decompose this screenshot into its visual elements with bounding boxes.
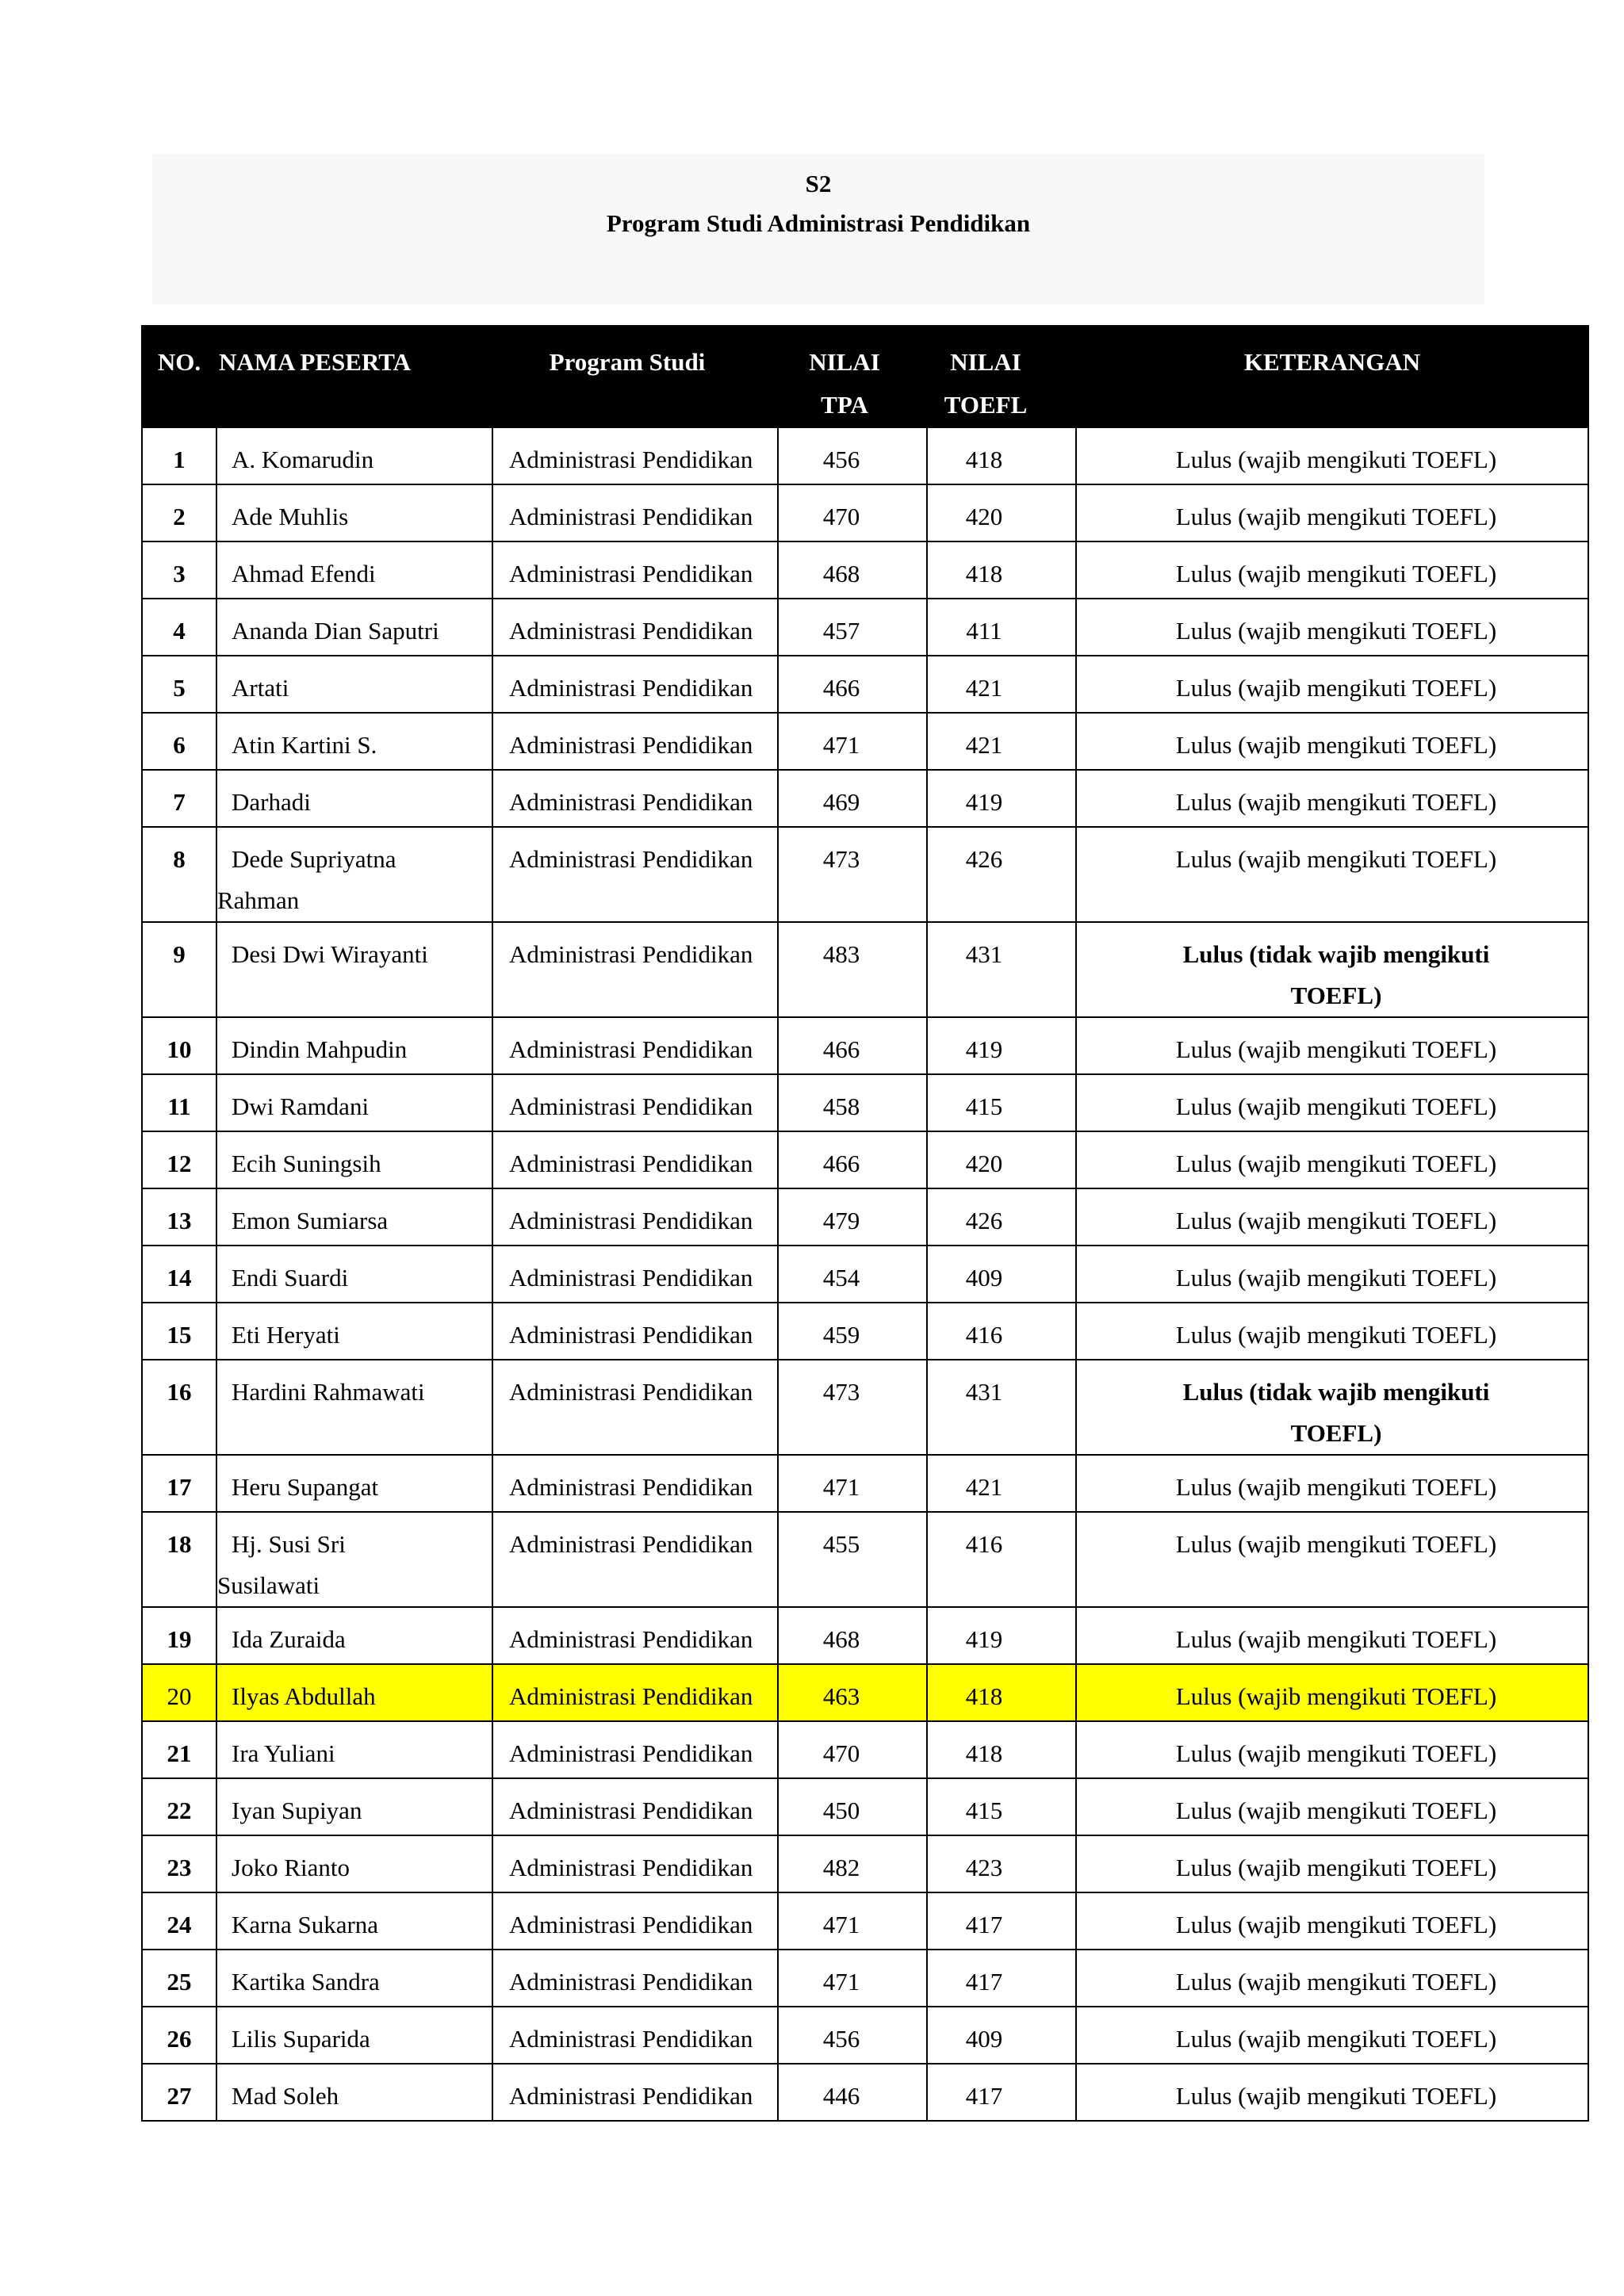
cell-keterangan <box>1076 827 1588 922</box>
cell-keterangan <box>1076 1455 1588 1512</box>
cell-program: Administrasi Pendidikan <box>492 1360 778 1455</box>
cell-name <box>216 1188 492 1246</box>
participant-name-line: Mad Soleh <box>232 2082 339 2110</box>
table-row <box>142 1131 1588 1188</box>
cell-tpa-score: 446 <box>778 2064 927 2121</box>
cell-program: Administrasi Pendidikan <box>492 1950 778 2007</box>
cell-name <box>216 1455 492 1512</box>
cell-keterangan <box>1076 2007 1588 2064</box>
cell-no: 14 <box>142 1246 216 1303</box>
participant-name-line: Ahmad Efendi <box>232 560 376 587</box>
cell-tpa-score: 458 <box>778 1074 927 1131</box>
table-row <box>142 827 1588 922</box>
cell-name <box>216 2064 492 2121</box>
cell-keterangan <box>1076 1360 1588 1455</box>
keterangan-line: Lulus (wajib mengikuti TOEFL) <box>1175 1797 1497 1824</box>
cell-name <box>216 922 492 1017</box>
cell-tpa-score: 482 <box>778 1835 927 1892</box>
cell-keterangan <box>1076 1892 1588 1950</box>
keterangan-line: Lulus (wajib mengikuti TOEFL) <box>1175 1264 1497 1292</box>
participant-name-line: Lilis Suparida <box>232 2025 370 2053</box>
participant-name-line: Heru Supangat <box>232 1473 379 1501</box>
header-name: NAMA PESERTA <box>216 326 492 427</box>
cell-keterangan <box>1076 1664 1588 1721</box>
cell-keterangan <box>1076 1512 1588 1607</box>
cell-keterangan <box>1076 770 1588 827</box>
participant-name-line: Karna Sukarna <box>232 1911 379 1938</box>
cell-name <box>216 1892 492 1950</box>
cell-program: Administrasi Pendidikan <box>492 1664 778 1721</box>
cell-tpa-score: 455 <box>778 1512 927 1607</box>
cell-no: 19 <box>142 1607 216 1664</box>
keterangan-line: Lulus (wajib mengikuti TOEFL) <box>1175 617 1497 645</box>
cell-no: 17 <box>142 1455 216 1512</box>
participant-name-line: Ira Yuliani <box>232 1739 335 1767</box>
cell-program: Administrasi Pendidikan <box>492 427 778 484</box>
cell-no: 3 <box>142 541 216 599</box>
keterangan-line: Lulus (wajib mengikuti TOEFL) <box>1175 788 1497 816</box>
table-row <box>142 656 1588 713</box>
cell-tpa-score: 466 <box>778 1131 927 1188</box>
keterangan-line: Lulus (wajib mengikuti TOEFL) <box>1175 1321 1497 1349</box>
keterangan-line: TOEFL) <box>1290 982 1382 1009</box>
cell-no: 25 <box>142 1950 216 2007</box>
cell-tpa-score: 466 <box>778 1017 927 1074</box>
participant-name-line: Dede Supriyatna <box>232 845 396 873</box>
cell-tpa-score: 468 <box>778 1607 927 1664</box>
keterangan-line: Lulus (wajib mengikuti TOEFL) <box>1175 1035 1497 1063</box>
program-title: Program Studi Administrasi Pendidikan <box>606 209 1031 237</box>
cell-name <box>216 827 492 922</box>
table-row <box>142 1074 1588 1131</box>
table-row <box>142 2007 1588 2064</box>
table-row <box>142 1664 1588 1721</box>
keterangan-line: Lulus (wajib mengikuti TOEFL) <box>1175 1530 1497 1558</box>
header-toefl <box>927 326 1076 427</box>
keterangan-line: Lulus (wajib mengikuti TOEFL) <box>1175 1682 1497 1710</box>
cell-tpa-score: 471 <box>778 1455 927 1512</box>
participant-name-line: Hj. Susi Sri <box>232 1530 346 1558</box>
cell-keterangan <box>1076 599 1588 656</box>
cell-program: Administrasi Pendidikan <box>492 922 778 1017</box>
participant-name-line: Darhadi <box>232 788 311 816</box>
cell-no: 11 <box>142 1074 216 1131</box>
cell-name <box>216 1664 492 1721</box>
keterangan-line: Lulus (wajib mengikuti TOEFL) <box>1175 2082 1497 2110</box>
header-tpa-line1: NILAI <box>809 348 880 376</box>
cell-name <box>216 656 492 713</box>
cell-tpa-score: 471 <box>778 1950 927 2007</box>
cell-toefl-score: 415 <box>927 1074 1076 1131</box>
cell-tpa-score: 473 <box>778 1360 927 1455</box>
cell-no: 10 <box>142 1017 216 1074</box>
header-tpa-line2: TPA <box>821 391 868 419</box>
table-row <box>142 1721 1588 1778</box>
cell-name <box>216 1303 492 1360</box>
cell-no: 27 <box>142 2064 216 2121</box>
cell-tpa-score: 459 <box>778 1303 927 1360</box>
keterangan-line: Lulus (wajib mengikuti TOEFL) <box>1175 446 1497 473</box>
table-row <box>142 770 1588 827</box>
table-row <box>142 1360 1588 1455</box>
cell-name <box>216 713 492 770</box>
keterangan-line: Lulus (wajib mengikuti TOEFL) <box>1175 560 1497 587</box>
cell-toefl-score: 416 <box>927 1512 1076 1607</box>
cell-program: Administrasi Pendidikan <box>492 2064 778 2121</box>
cell-tpa-score: 473 <box>778 827 927 922</box>
cell-toefl-score: 409 <box>927 2007 1076 2064</box>
cell-tpa-score: 471 <box>778 1892 927 1950</box>
cell-keterangan <box>1076 713 1588 770</box>
document-title-block <box>152 154 1484 304</box>
cell-program: Administrasi Pendidikan <box>492 1017 778 1074</box>
cell-toefl-score: 421 <box>927 1455 1076 1512</box>
cell-keterangan <box>1076 1835 1588 1892</box>
cell-no: 6 <box>142 713 216 770</box>
cell-toefl-score: 431 <box>927 922 1076 1017</box>
cell-program: Administrasi Pendidikan <box>492 1721 778 1778</box>
cell-keterangan <box>1076 1188 1588 1246</box>
cell-no: 1 <box>142 427 216 484</box>
participant-name-line: Susilawati <box>217 1571 320 1599</box>
cell-keterangan <box>1076 541 1588 599</box>
header-toefl-line2: TOEFL <box>944 391 1028 419</box>
cell-toefl-score: 418 <box>927 541 1076 599</box>
keterangan-line: Lulus (wajib mengikuti TOEFL) <box>1175 845 1497 873</box>
cell-no: 13 <box>142 1188 216 1246</box>
cell-tpa-score: 456 <box>778 427 927 484</box>
table-row <box>142 1512 1588 1607</box>
participant-name-line: Eti Heryati <box>232 1321 340 1349</box>
cell-toefl-score: 419 <box>927 1607 1076 1664</box>
cell-keterangan <box>1076 1074 1588 1131</box>
cell-name <box>216 1835 492 1892</box>
cell-keterangan <box>1076 1950 1588 2007</box>
cell-toefl-score: 417 <box>927 1950 1076 2007</box>
cell-program: Administrasi Pendidikan <box>492 1188 778 1246</box>
cell-program: Administrasi Pendidikan <box>492 827 778 922</box>
keterangan-line: Lulus (wajib mengikuti TOEFL) <box>1175 503 1497 530</box>
cell-no: 21 <box>142 1721 216 1778</box>
cell-tpa-score: 450 <box>778 1778 927 1835</box>
cell-toefl-score: 419 <box>927 770 1076 827</box>
cell-name <box>216 541 492 599</box>
table-row <box>142 1950 1588 2007</box>
participant-name-line: Endi Suardi <box>232 1264 349 1292</box>
cell-no: 20 <box>142 1664 216 1721</box>
table-row <box>142 1892 1588 1950</box>
cell-tpa-score: 456 <box>778 2007 927 2064</box>
cell-toefl-score: 417 <box>927 2064 1076 2121</box>
cell-name <box>216 1360 492 1455</box>
keterangan-line: Lulus (wajib mengikuti TOEFL) <box>1175 1150 1497 1177</box>
cell-keterangan <box>1076 484 1588 541</box>
keterangan-line: Lulus (wajib mengikuti TOEFL) <box>1175 2025 1497 2053</box>
cell-keterangan <box>1076 1607 1588 1664</box>
cell-toefl-score: 415 <box>927 1778 1076 1835</box>
cell-program: Administrasi Pendidikan <box>492 656 778 713</box>
participant-name-line: Joko Rianto <box>232 1854 350 1881</box>
cell-tpa-score: 483 <box>778 922 927 1017</box>
participant-name-line: Emon Sumiarsa <box>232 1207 389 1234</box>
cell-no: 4 <box>142 599 216 656</box>
table-row <box>142 1188 1588 1246</box>
cell-toefl-score: 417 <box>927 1892 1076 1950</box>
cell-name <box>216 1017 492 1074</box>
cell-no: 18 <box>142 1512 216 1607</box>
participant-name-line: A. Komarudin <box>232 446 374 473</box>
header-no: NO. <box>142 326 216 427</box>
cell-program: Administrasi Pendidikan <box>492 541 778 599</box>
cell-program: Administrasi Pendidikan <box>492 484 778 541</box>
cell-no: 2 <box>142 484 216 541</box>
cell-no: 15 <box>142 1303 216 1360</box>
cell-toefl-score: 421 <box>927 713 1076 770</box>
table-row <box>142 922 1588 1017</box>
cell-toefl-score: 431 <box>927 1360 1076 1455</box>
cell-program: Administrasi Pendidikan <box>492 1455 778 1512</box>
cell-name <box>216 1721 492 1778</box>
table-row <box>142 1778 1588 1835</box>
table-row <box>142 484 1588 541</box>
cell-toefl-score: 418 <box>927 1664 1076 1721</box>
participant-name-line: Ecih Suningsih <box>232 1150 381 1177</box>
cell-keterangan <box>1076 922 1588 1017</box>
participant-name-line: Ade Muhlis <box>232 503 349 530</box>
keterangan-line: Lulus (wajib mengikuti TOEFL) <box>1175 1968 1497 1996</box>
cell-name <box>216 770 492 827</box>
cell-program: Administrasi Pendidikan <box>492 1778 778 1835</box>
cell-toefl-score: 421 <box>927 656 1076 713</box>
participant-name-line: Rahman <box>217 886 300 914</box>
cell-no: 23 <box>142 1835 216 1892</box>
participant-name-line: Kartika Sandra <box>232 1968 380 1996</box>
cell-tpa-score: 468 <box>778 541 927 599</box>
cell-program: Administrasi Pendidikan <box>492 599 778 656</box>
keterangan-line: Lulus (wajib mengikuti TOEFL) <box>1175 1854 1497 1881</box>
participant-name-line: Dindin Mahpudin <box>232 1035 408 1063</box>
cell-no: 22 <box>142 1778 216 1835</box>
header-toefl-line1: NILAI <box>950 348 1021 376</box>
table-row <box>142 1607 1588 1664</box>
table-row <box>142 1835 1588 1892</box>
table-row <box>142 1455 1588 1512</box>
cell-name <box>216 1131 492 1188</box>
participant-name-line: Atin Kartini S. <box>232 731 377 759</box>
participant-name-line: Desi Dwi Wirayanti <box>232 940 428 968</box>
table-row <box>142 1017 1588 1074</box>
cell-toefl-score: 409 <box>927 1246 1076 1303</box>
cell-tpa-score: 457 <box>778 599 927 656</box>
cell-toefl-score: 418 <box>927 427 1076 484</box>
cell-tpa-score: 470 <box>778 1721 927 1778</box>
keterangan-line: Lulus (wajib mengikuti TOEFL) <box>1175 731 1497 759</box>
table-body <box>142 427 1588 2121</box>
participant-name-line: Hardini Rahmawati <box>232 1378 425 1406</box>
cell-name <box>216 1778 492 1835</box>
participant-name-line: Dwi Ramdani <box>232 1093 370 1120</box>
cell-name <box>216 484 492 541</box>
cell-toefl-score: 423 <box>927 1835 1076 1892</box>
cell-name <box>216 1512 492 1607</box>
cell-name <box>216 1607 492 1664</box>
cell-tpa-score: 454 <box>778 1246 927 1303</box>
cell-tpa-score: 471 <box>778 713 927 770</box>
keterangan-line: TOEFL) <box>1290 1419 1382 1447</box>
cell-no: 26 <box>142 2007 216 2064</box>
keterangan-line: Lulus (wajib mengikuti TOEFL) <box>1175 1207 1497 1234</box>
cell-no: 9 <box>142 922 216 1017</box>
cell-program: Administrasi Pendidikan <box>492 713 778 770</box>
cell-name <box>216 2007 492 2064</box>
cell-no: 24 <box>142 1892 216 1950</box>
cell-program: Administrasi Pendidikan <box>492 1835 778 1892</box>
keterangan-line: Lulus (wajib mengikuti TOEFL) <box>1175 1625 1497 1653</box>
cell-tpa-score: 463 <box>778 1664 927 1721</box>
cell-tpa-score: 469 <box>778 770 927 827</box>
participant-name-line: Ananda Dian Saputri <box>232 617 439 645</box>
cell-toefl-score: 419 <box>927 1017 1076 1074</box>
cell-toefl-score: 418 <box>927 1721 1076 1778</box>
cell-program: Administrasi Pendidikan <box>492 1303 778 1360</box>
keterangan-line: Lulus (tidak wajib mengikuti <box>1182 940 1490 968</box>
keterangan-line: Lulus (wajib mengikuti TOEFL) <box>1175 1739 1497 1767</box>
cell-tpa-score: 470 <box>778 484 927 541</box>
cell-program: Administrasi Pendidikan <box>492 1512 778 1607</box>
table-row <box>142 599 1588 656</box>
cell-program: Administrasi Pendidikan <box>492 1246 778 1303</box>
participant-name-line: Ilyas Abdullah <box>232 1682 376 1710</box>
cell-keterangan <box>1076 656 1588 713</box>
cell-name <box>216 1246 492 1303</box>
cell-name <box>216 427 492 484</box>
cell-no: 8 <box>142 827 216 922</box>
cell-toefl-score: 420 <box>927 484 1076 541</box>
table-row <box>142 713 1588 770</box>
table-row <box>142 2064 1588 2121</box>
cell-no: 16 <box>142 1360 216 1455</box>
cell-toefl-score: 420 <box>927 1131 1076 1188</box>
keterangan-line: Lulus (wajib mengikuti TOEFL) <box>1175 1473 1497 1501</box>
cell-name <box>216 599 492 656</box>
table-row <box>142 541 1588 599</box>
cell-keterangan <box>1076 1778 1588 1835</box>
cell-no: 5 <box>142 656 216 713</box>
header-keterangan: KETERANGAN <box>1076 326 1588 427</box>
cell-program: Administrasi Pendidikan <box>492 1074 778 1131</box>
cell-no: 7 <box>142 770 216 827</box>
header-tpa <box>778 326 927 427</box>
cell-toefl-score: 411 <box>927 599 1076 656</box>
cell-name <box>216 1074 492 1131</box>
cell-keterangan <box>1076 1303 1588 1360</box>
participant-name-line: Artati <box>232 674 289 702</box>
cell-keterangan <box>1076 2064 1588 2121</box>
cell-keterangan <box>1076 1017 1588 1074</box>
cell-no: 12 <box>142 1131 216 1188</box>
results-table <box>141 325 1589 2122</box>
cell-tpa-score: 479 <box>778 1188 927 1246</box>
cell-toefl-score: 426 <box>927 1188 1076 1246</box>
table-header-row <box>142 326 1588 427</box>
participant-name-line: Iyan Supiyan <box>232 1797 362 1824</box>
table-row <box>142 1246 1588 1303</box>
cell-program: Administrasi Pendidikan <box>492 770 778 827</box>
cell-program: Administrasi Pendidikan <box>492 1892 778 1950</box>
cell-keterangan <box>1076 1131 1588 1188</box>
table-row <box>142 1303 1588 1360</box>
cell-keterangan <box>1076 1246 1588 1303</box>
cell-keterangan <box>1076 427 1588 484</box>
cell-program: Administrasi Pendidikan <box>492 1131 778 1188</box>
keterangan-line: Lulus (wajib mengikuti TOEFL) <box>1175 674 1497 702</box>
keterangan-line: Lulus (tidak wajib mengikuti <box>1182 1378 1490 1406</box>
participant-name-line: Ida Zuraida <box>232 1625 346 1653</box>
keterangan-line: Lulus (wajib mengikuti TOEFL) <box>1175 1093 1497 1120</box>
cell-name <box>216 1950 492 2007</box>
keterangan-line: Lulus (wajib mengikuti TOEFL) <box>1175 1911 1497 1938</box>
cell-program: Administrasi Pendidikan <box>492 1607 778 1664</box>
cell-tpa-score: 466 <box>778 656 927 713</box>
header-program: Program Studi <box>492 326 778 427</box>
cell-keterangan <box>1076 1721 1588 1778</box>
cell-program: Administrasi Pendidikan <box>492 2007 778 2064</box>
degree-level-title: S2 <box>805 170 832 197</box>
cell-toefl-score: 426 <box>927 827 1076 922</box>
table-row <box>142 427 1588 484</box>
cell-toefl-score: 416 <box>927 1303 1076 1360</box>
